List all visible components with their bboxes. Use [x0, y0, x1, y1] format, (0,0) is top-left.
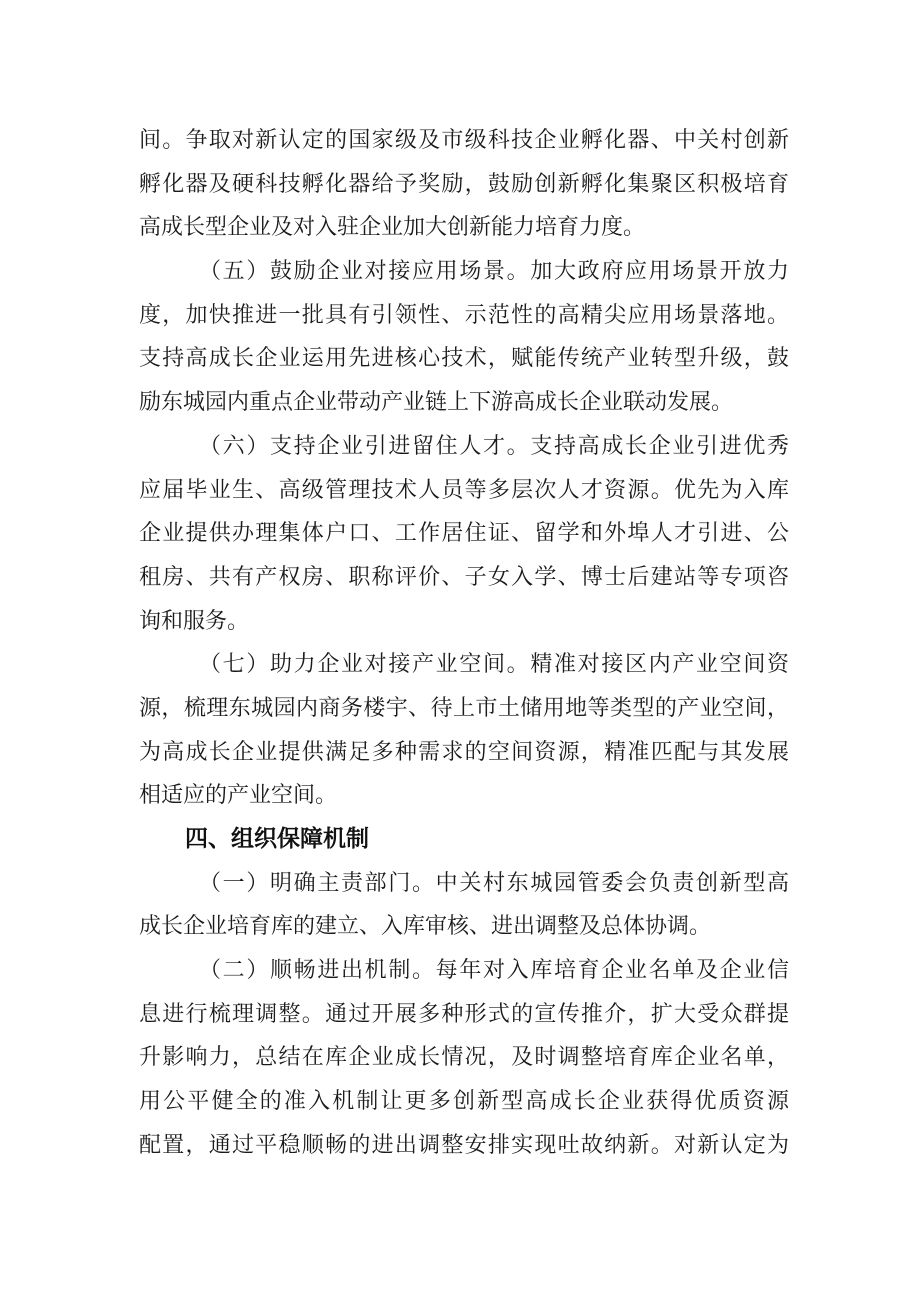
text-line: 度，加快推进一批具有引领性、示范性的高精尖应用场景落地。 — [139, 302, 789, 328]
text-line: （二）顺畅进出机制。每年对入库培育企业名单及企业信 — [199, 958, 789, 984]
document-page — [139, 119, 789, 1168]
text-line: 成长企业培育库的建立、入库审核、进出调整及总体协调。 — [139, 914, 712, 940]
section-heading: 四、组织保障机制 — [185, 826, 369, 852]
paragraph-incubator-rewards — [139, 119, 789, 250]
text-line: 相适应的产业空间。 — [139, 783, 338, 809]
paragraph-responsible-department — [139, 862, 789, 949]
text-line: 升影响力，总结在库企业成长情况，及时调整培育库企业名单， — [139, 1045, 789, 1071]
text-line: 源，梳理东城园内商务楼宇、待上市土储用地等类型的产业空间， — [139, 695, 789, 721]
text-line: 租房、共有产权房、职称评价、子女入学、博士后建站等专项咨 — [139, 564, 789, 590]
text-line: 企业提供办理集体户口、工作居住证、留学和外埠人才引进、公 — [139, 521, 789, 547]
text-line: （七）助力企业对接产业空间。精准对接区内产业空间资 — [199, 652, 789, 678]
paragraph-industrial-space — [139, 643, 789, 818]
text-line: （五）鼓励企业对接应用场景。加大政府应用场景开放力 — [199, 259, 789, 285]
text-line: 应届毕业生、高级管理技术人员等多层次人才资源。优先为入库 — [139, 477, 789, 503]
text-line: 间。争取对新认定的国家级及市级科技企业孵化器、中关村创新 — [139, 128, 789, 153]
text-line: 配置，通过平稳顺畅的进出调整安排实现吐故纳新。对新认定为 — [139, 1132, 789, 1158]
text-line: 息进行梳理调整。通过开展多种形式的宣传推介，扩大受众群提 — [139, 1001, 789, 1027]
paragraph-application-scenarios — [139, 250, 789, 425]
text-line: 用公平健全的准入机制让更多创新型高成长企业获得优质资源 — [139, 1089, 789, 1115]
text-line: 孵化器及硬科技孵化器给予奖励，鼓励创新孵化集聚区积极培育 — [139, 171, 789, 197]
paragraph-talent-retention — [139, 425, 789, 643]
text-line: 支持高成长企业运用先进核心技术，赋能传统产业转型升级，鼓 — [139, 346, 789, 372]
text-line: 为高成长企业提供满足多种需求的空间资源，精准匹配与其发展 — [139, 739, 789, 765]
text-line: 高成长型企业及对入驻企业加大创新能力培育力度。 — [139, 215, 646, 241]
paragraph-entry-exit-mechanism — [139, 949, 789, 1167]
text-line: 询和服务。 — [139, 608, 250, 634]
text-line: （六）支持企业引进留住人才。支持高成长企业引进优秀 — [199, 433, 789, 459]
text-line: （一）明确主责部门。中关村东城园管委会负责创新型高 — [199, 870, 789, 896]
text-line: 励东城园内重点企业带动产业链上下游高成长企业联动发展。 — [139, 390, 734, 416]
